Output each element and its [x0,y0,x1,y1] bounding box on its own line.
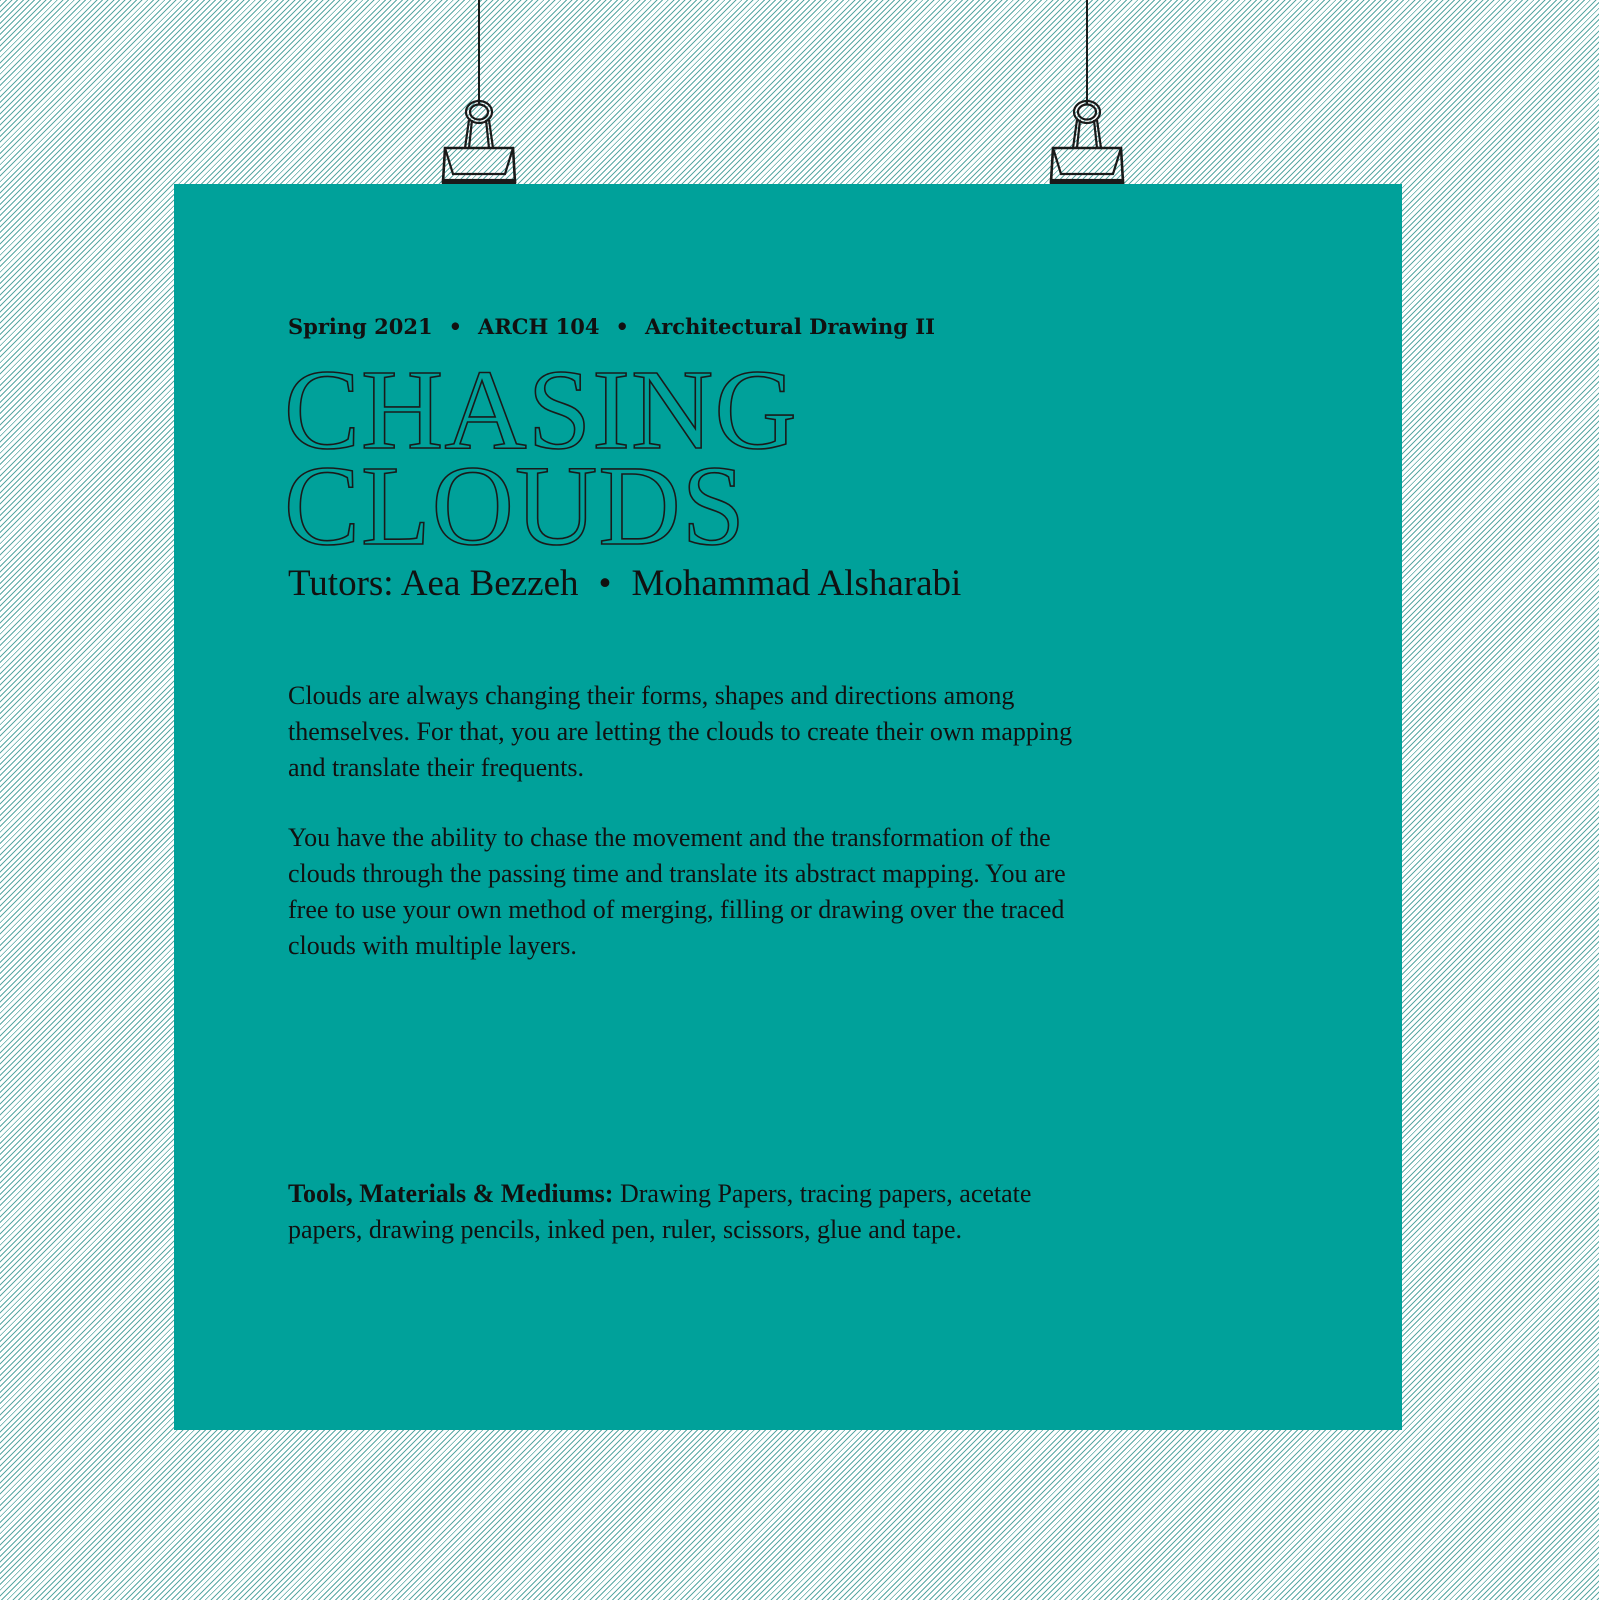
hanging-string-left [478,0,480,104]
tutors-label: Tutors: [288,563,394,604]
meta-separator: • [448,314,463,339]
hanging-string-right [1086,0,1088,104]
description-paragraph-2: You have the ability to chase the movement and the transformation of the clouds through the passing time and translate its abstract mapping. You are free to use your own method of merging, filling or drawing over the traced clouds with multiple layers. [288,823,1066,960]
tutor-name-1: Aea Bezzeh [400,563,579,604]
poster-title [284,346,798,569]
tutors-line [288,562,961,605]
course-code: ARCH 104 [478,314,600,339]
meta-separator: • [615,314,629,339]
course-meta [288,314,935,339]
description-paragraph-1: Clouds are always changing their forms, shapes and directions among themselves. For that, you are letting the clouds to create their own mapping and translate their frequents. [288,681,1073,782]
tools-label: Tools, Materials & Mediums: [288,1179,614,1208]
tools-materials [288,1176,1088,1248]
course-name: Architectural Drawing II [644,314,935,339]
title-line-1: CHASING [284,346,798,473]
tutor-separator: • [598,563,612,604]
binder-clip-icon [439,98,519,190]
title-line-2: CLOUDS [284,442,747,569]
tools-text: Drawing Papers, tracing papers, acetate papers, drawing pencils, inked pen, ruler, scissors, glue and tape. [288,1179,1032,1244]
binder-clip-icon [1047,98,1127,190]
poster-sheet [174,184,1402,1430]
tutor-name-2: Mohammad Alsharabi [631,563,962,604]
course-term: Spring 2021 [288,314,433,339]
